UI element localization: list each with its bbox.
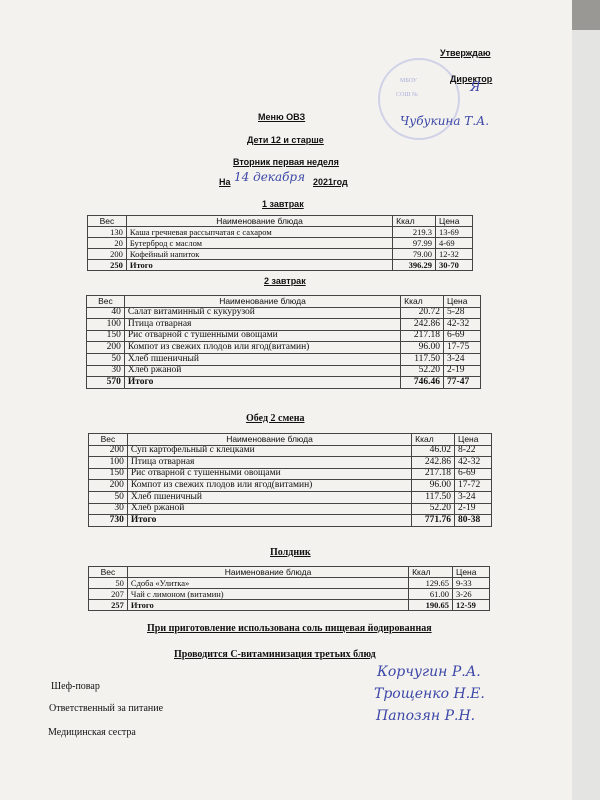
- total-weight: 730: [89, 515, 128, 527]
- total-label: Итого: [124, 377, 400, 389]
- date-year: 2021год: [313, 177, 348, 187]
- table-row: [89, 503, 492, 515]
- table-row: [87, 319, 481, 331]
- breakfast2-table: [86, 295, 481, 389]
- table-row: [88, 249, 473, 260]
- staff-nutrition: Ответственный за питание: [49, 703, 164, 714]
- total-price: 30-70: [436, 260, 473, 271]
- row-weight: 130: [88, 227, 127, 238]
- row-name: Бутерброд с маслом: [126, 238, 392, 249]
- row-kcal: 117.50: [401, 353, 444, 365]
- director-mark: Я: [470, 80, 481, 95]
- col-weight: Вес: [89, 567, 128, 578]
- row-price: 17-75: [444, 342, 481, 354]
- snack-table: [88, 566, 490, 611]
- staff-chef: Шеф-повар: [51, 681, 100, 692]
- row-kcal: 217.18: [401, 330, 444, 342]
- row-weight: 150: [87, 330, 125, 342]
- row-weight: 30: [87, 365, 125, 377]
- table-row: [89, 491, 492, 503]
- total-price: 77-47: [444, 377, 481, 389]
- date-handwritten: 14 декабря: [234, 170, 306, 184]
- row-kcal: 79.00: [393, 249, 436, 260]
- row-kcal: 96.00: [401, 342, 444, 354]
- total-weight: 250: [88, 260, 127, 271]
- row-name: Каша гречневая рассыпчатая с сахаром: [126, 227, 392, 238]
- staff-nurse: Медицинская сестра: [48, 727, 136, 738]
- row-name: Птица отварная: [124, 319, 400, 331]
- row-kcal: 129.65: [409, 578, 453, 589]
- col-weight: Вес: [89, 434, 128, 446]
- col-name: Наименование блюда: [126, 216, 392, 227]
- row-name: Птица отварная: [127, 457, 411, 469]
- menu-title: Меню ОВЗ: [258, 112, 306, 122]
- row-kcal: 52.20: [412, 503, 455, 515]
- breakfast2-title: 2 завтрак: [264, 276, 306, 286]
- row-weight: 200: [88, 249, 127, 260]
- col-kcal: Ккал: [393, 216, 436, 227]
- row-name: Чай с лимоном (витамин): [127, 589, 408, 600]
- row-price: 3-24: [444, 353, 481, 365]
- row-name: Сдоба «Улитка»: [127, 578, 408, 589]
- row-weight: 20: [88, 238, 127, 249]
- director-label: Директор: [450, 74, 493, 84]
- row-kcal: 52.20: [401, 365, 444, 377]
- table-header: [89, 567, 490, 578]
- row-kcal: 97.99: [393, 238, 436, 249]
- breakfast1-title: 1 завтрак: [262, 199, 304, 209]
- col-name: Наименование блюда: [124, 296, 400, 308]
- row-price: 5-28: [444, 307, 481, 319]
- background-sheet: [572, 30, 600, 800]
- total-price: 12-59: [453, 600, 490, 611]
- table-row: [89, 445, 492, 457]
- col-name: Наименование блюда: [127, 567, 408, 578]
- col-price: Цена: [436, 216, 473, 227]
- row-weight: 50: [89, 491, 128, 503]
- col-weight: Вес: [88, 216, 127, 227]
- salt-note: При приготовление использована соль пищевая йодированная: [147, 623, 432, 634]
- row-price: 17-72: [455, 480, 492, 492]
- total-price: 80-38: [455, 515, 492, 527]
- row-price: 9-33: [453, 578, 490, 589]
- date-prefix: На: [219, 177, 231, 187]
- signature-nutrition: Трощенко Н.Е.: [374, 686, 485, 702]
- table-row: [89, 480, 492, 492]
- row-weight: 150: [89, 468, 128, 480]
- lunch-title: Обед 2 смена: [246, 413, 305, 424]
- row-name: Хлеб пшеничный: [124, 353, 400, 365]
- row-name: Хлеб пшеничный: [127, 491, 411, 503]
- table-row: [89, 589, 490, 600]
- table-row: [88, 238, 473, 249]
- col-kcal: Ккал: [412, 434, 455, 446]
- total-label: Итого: [127, 600, 408, 611]
- snack-title: Полдник: [270, 547, 311, 558]
- row-name: Компот из свежих плодов или ягод(витамин): [127, 480, 411, 492]
- signature-chef: Корчугин Р.А.: [377, 664, 481, 680]
- table-row: [89, 468, 492, 480]
- total-row: [89, 600, 490, 611]
- row-weight: 100: [89, 457, 128, 469]
- row-weight: 30: [89, 503, 128, 515]
- row-weight: 200: [89, 480, 128, 492]
- table-row: [87, 342, 481, 354]
- row-price: 6-69: [455, 468, 492, 480]
- col-kcal: Ккал: [401, 296, 444, 308]
- day-of-week: Вторник первая неделя: [233, 157, 339, 167]
- row-kcal: 96.00: [412, 480, 455, 492]
- row-kcal: 117.50: [412, 491, 455, 503]
- table-row: [89, 457, 492, 469]
- row-weight: 100: [87, 319, 125, 331]
- row-name: Рис отварной с тушенными овощами: [124, 330, 400, 342]
- table-header: [89, 434, 492, 446]
- total-kcal: 396.29: [393, 260, 436, 271]
- signature-nurse: Папозян Р.Н.: [376, 708, 476, 724]
- table-row: [87, 353, 481, 365]
- total-row: [87, 377, 481, 389]
- row-name: Хлеб ржаной: [127, 503, 411, 515]
- col-weight: Вес: [87, 296, 125, 308]
- stamp-text: МБОУ: [400, 78, 417, 84]
- row-name: Рис отварной с тушенными овощами: [127, 468, 411, 480]
- row-name: Кофейный напиток: [126, 249, 392, 260]
- row-kcal: 46.02: [412, 445, 455, 457]
- breakfast1-table: [87, 215, 473, 271]
- row-weight: 200: [87, 342, 125, 354]
- row-kcal: 219.3: [393, 227, 436, 238]
- row-name: Суп картофельный с клецками: [127, 445, 411, 457]
- total-kcal: 746.46: [401, 377, 444, 389]
- row-name: Хлеб ржаной: [124, 365, 400, 377]
- table-row: [89, 578, 490, 589]
- table-row: [87, 307, 481, 319]
- row-price: 13-69: [436, 227, 473, 238]
- table-row: [87, 365, 481, 377]
- stamp-text: СОШ №: [396, 92, 418, 98]
- col-price: Цена: [453, 567, 490, 578]
- lunch-table: [88, 433, 492, 527]
- row-weight: 50: [89, 578, 128, 589]
- row-name: Салат витаминный с кукурузой: [124, 307, 400, 319]
- row-price: 4-69: [436, 238, 473, 249]
- row-kcal: 217.18: [412, 468, 455, 480]
- col-price: Цена: [444, 296, 481, 308]
- row-price: 6-69: [444, 330, 481, 342]
- row-kcal: 61.00: [409, 589, 453, 600]
- table-header: [87, 296, 481, 308]
- col-name: Наименование блюда: [127, 434, 411, 446]
- col-price: Цена: [455, 434, 492, 446]
- total-row: [88, 260, 473, 271]
- total-weight: 570: [87, 377, 125, 389]
- col-kcal: Ккал: [409, 567, 453, 578]
- age-group: Дети 12 и старше: [247, 135, 324, 145]
- row-weight: 50: [87, 353, 125, 365]
- total-row: [89, 515, 492, 527]
- row-kcal: 242.86: [412, 457, 455, 469]
- row-price: 2-19: [455, 503, 492, 515]
- row-price: 3-26: [453, 589, 490, 600]
- total-label: Итого: [126, 260, 392, 271]
- table-row: [88, 227, 473, 238]
- row-kcal: 242.86: [401, 319, 444, 331]
- vitamin-note: Проводится С-витаминизация третьих блюд: [174, 649, 376, 660]
- total-weight: 257: [89, 600, 128, 611]
- row-price: 3-24: [455, 491, 492, 503]
- row-price: 8-22: [455, 445, 492, 457]
- total-kcal: 190.65: [409, 600, 453, 611]
- row-weight: 40: [87, 307, 125, 319]
- row-weight: 200: [89, 445, 128, 457]
- row-weight: 207: [89, 589, 128, 600]
- total-kcal: 771.76: [412, 515, 455, 527]
- row-price: 42-32: [455, 457, 492, 469]
- director-signature: Чубукина Т.А.: [400, 114, 490, 128]
- table-row: [87, 330, 481, 342]
- row-price: 12-32: [436, 249, 473, 260]
- row-name: Компот из свежих плодов или ягод(витамин): [124, 342, 400, 354]
- total-label: Итого: [127, 515, 411, 527]
- approval-label: Утверждаю: [440, 48, 491, 58]
- row-price: 2-19: [444, 365, 481, 377]
- table-header: [88, 216, 473, 227]
- row-price: 42-32: [444, 319, 481, 331]
- row-kcal: 20.72: [401, 307, 444, 319]
